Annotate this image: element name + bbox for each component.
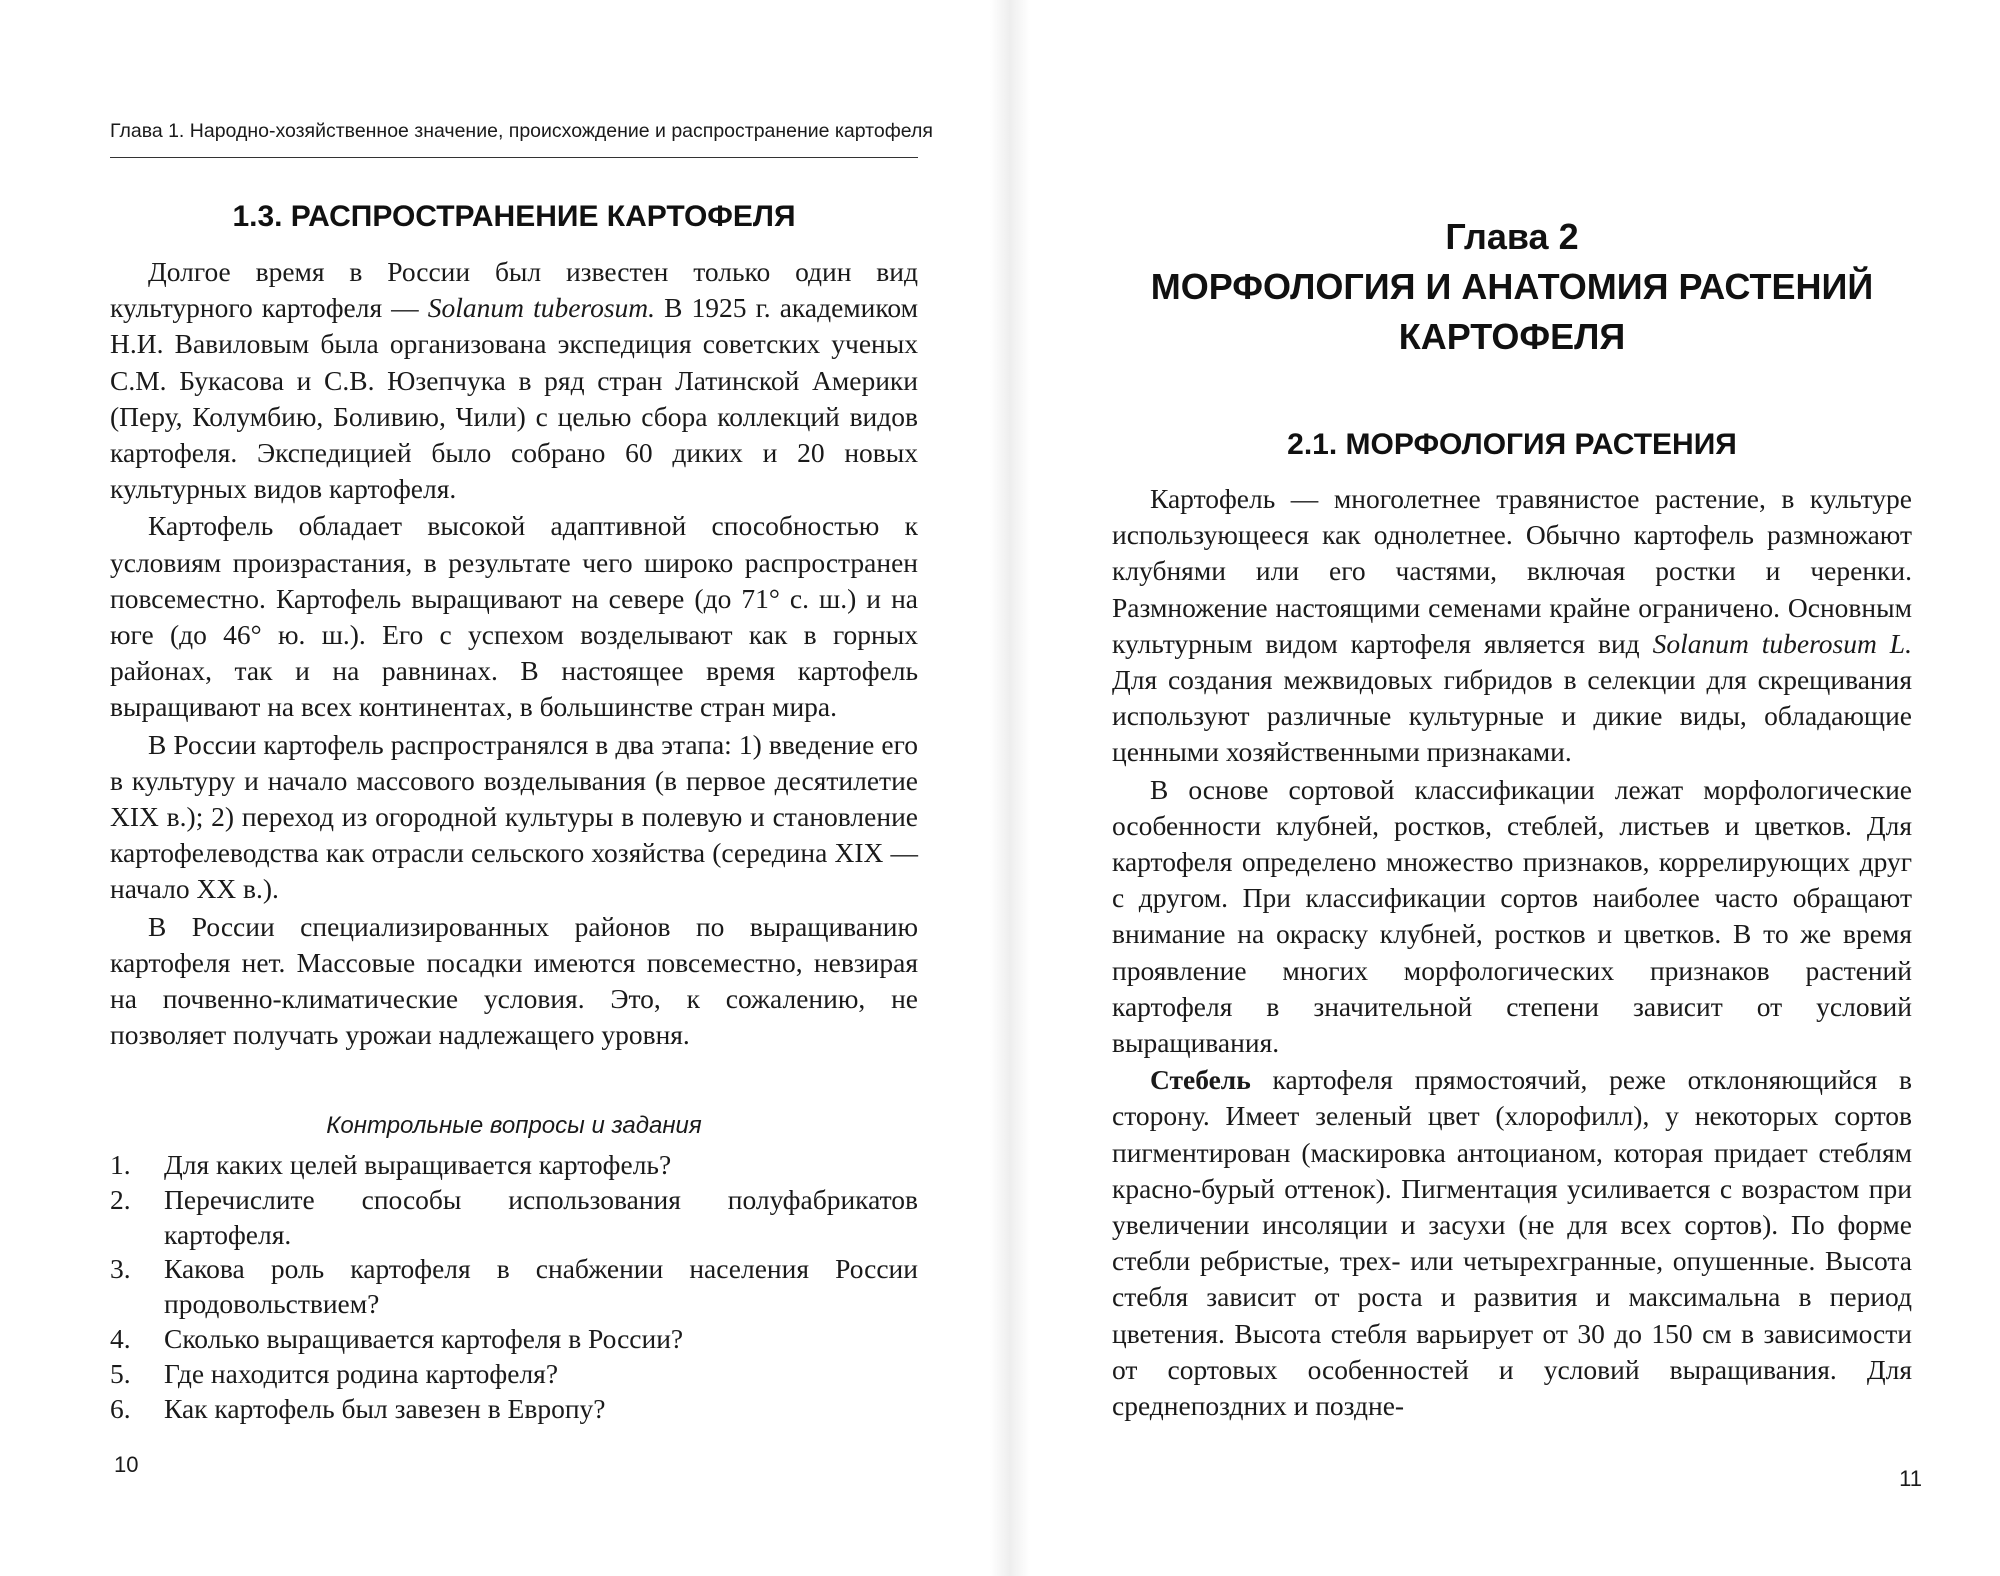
chapter-label: Глава 2 [1445, 216, 1579, 257]
paragraph: В России картофель распространялся в два этапа: 1) введение его в культуру и начало массового возделывания (в первое десятилетие XIX в.); 2) переход из огородной культуры в полевую и становление картофелеводства как отрасли сельского хозяйства (середина XIX — начало XX в.). [110, 728, 918, 905]
right-page [1112, 0, 1922, 1576]
question-item [110, 1357, 918, 1392]
question-text: Для каких целей выращивается картофель? [164, 1149, 672, 1180]
left-body-text [110, 254, 918, 1054]
chapter-title-line: МОРФОЛОГИЯ И АНАТОМИЯ РАСТЕНИЙ [1150, 266, 1874, 307]
page-number: 11 [1899, 1466, 1922, 1491]
paragraph: В России специализированных районов по выращиванию картофеля нет. Массовые посадки имеются повсеместно, невзирая на почвенно-климатические условия. Это, к сожалению, не позволяет получать урожаи надлежащего уровня. [110, 910, 918, 1051]
species-name: Solanum tuberosum. [427, 292, 656, 324]
question-item [110, 1183, 918, 1253]
question-text: Перечислите способы использования полуфабрикатов картофеля. [164, 1183, 918, 1250]
page-number: 10 [114, 1452, 139, 1477]
paragraph-text: Картофель — многолетнее травянистое растение, в культуре использующееся как однолетнее. Обычно картофель размножают клубнями или его частями, включая ростки и черенки. Размножение настоящими семенами крайне ограничено. Основным культурным видом картофеля является вид [1112, 483, 1912, 659]
question-number: 3. [110, 1253, 131, 1285]
questions-list [110, 1148, 918, 1426]
question-number: 6. [110, 1392, 131, 1424]
running-head: Глава 1. Народно-хозяйственное значение, происхождение и распространение картофеля [110, 120, 918, 158]
question-text: Как картофель был завезен в Европу? [164, 1392, 606, 1424]
chapter-title-line: КАРТОФЕЛЯ [1398, 316, 1626, 357]
question-text: Сколько выращивается картофеля в России? [164, 1322, 684, 1354]
paragraph-text: В 1925 г. академиком Н.И. Вавиловым была организована экспедиция советских ученых С.М. Букасова и С.В. Юзепчука в ряд стран Латинской Америки (Перу, Колумбию, Боливию, Чили) с целью сбора коллекций видов картофеля. Экспедицией было собрано 60 диких и 20 новых культурных видов картофеля. [110, 292, 918, 505]
species-name: Solanum tuberosum L. [1652, 627, 1912, 659]
term-bold: Стебель [1150, 1064, 1251, 1096]
paragraph [1112, 1062, 1912, 1424]
question-item [110, 1322, 918, 1357]
section-title: 2.1. МОРФОЛОГИЯ РАСТЕНИЯ [1287, 428, 1737, 461]
paragraph: В основе сортовой классификации лежат морфологические особенности клубней, ростков, стеблей, листьев и цветков. Для картофеля определено множество признаков, коррелирующих друг с другом. При классификации сортов наиболее часто обращают внимание на окраску клубней, ростков и цветков. В то же время проявление многих морфологических признаков растений картофеля в значительной степени зависит от условий выращивания. [1112, 773, 1912, 1059]
paragraph: Картофель обладает высокой адаптивной способностью к условиям произрастания, в результате чего широко распространен повсеместно. Картофель выращивают на севере (до 71° с. ш.) и на юге (до 46° ю. ш.). Его с успехом возделывают как в горных районах, так и на равнинах. В настоящее время картофель выращивают на всех континентах, в большинстве стран мира. [110, 510, 918, 723]
question-text: Какова роль картофеля в снабжении населения России продовольствием? [164, 1253, 918, 1320]
questions-heading: Контрольные вопросы и задания [326, 1112, 702, 1139]
right-body-text [1112, 481, 1912, 1425]
question-text: Где находится родина картофеля? [164, 1357, 559, 1389]
paragraph-text: Долгое время в России был известен только один вид культурного картофеля — [110, 256, 918, 324]
book-gutter [990, 0, 1030, 1576]
question-number: 4. [110, 1322, 131, 1354]
section-title: 1.3. РАСПРОСТРАНЕНИЕ КАРТОФЕЛЯ [232, 200, 796, 233]
question-number: 2. [110, 1183, 131, 1215]
chapter-heading [1112, 212, 1912, 362]
question-item [110, 1252, 918, 1322]
question-number: 1. [110, 1149, 131, 1180]
paragraph [1112, 481, 1912, 771]
question-item [110, 1148, 918, 1183]
question-number: 5. [110, 1357, 131, 1389]
paragraph-text: картофеля прямостоячий, реже отклоняющийся в сторону. Имеет зеленый цвет (хлорофилл), у некоторых сортов пигментирован (маскировка антоцианом, которая придает стеблям красно-бурый оттенок). Пигментация усиливается с возрастом при увеличении инсоляции и засухи (не для всех сортов). По форме стебли ребристые, трех- или четырехгранные, опушенные. Высота стебля зависит от роста и развития и максимальна в период цветения. Высота стебля варьирует от 30 до 150 см в зависимости от сортовых особенностей и условий выращивания. Для среднепоздних и поздне- [1112, 1064, 1912, 1422]
paragraph-text: Для создания межвидовых гибридов в селекции для скрещивания используют различные культурные и дикие виды, обладающие ценными хозяйственными признаками. [1112, 664, 1912, 768]
left-page [110, 0, 933, 1576]
paragraph [110, 254, 918, 507]
question-item [110, 1392, 918, 1427]
